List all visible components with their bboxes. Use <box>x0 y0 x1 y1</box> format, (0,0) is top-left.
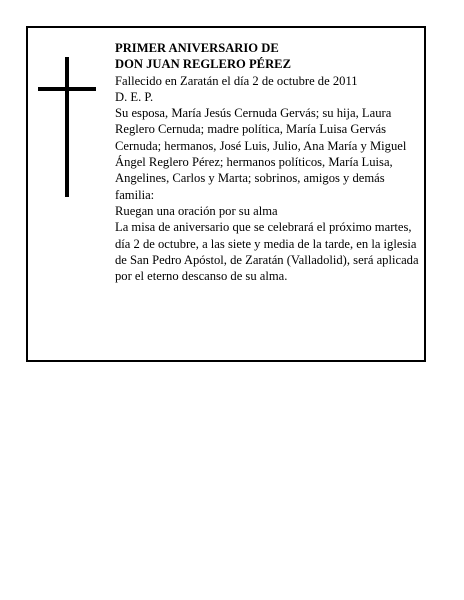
prayer-request: Ruegan una oración por su alma <box>115 203 278 218</box>
mass-details-paragraph: La misa de aniversario que se celebrará el próximo martes, día 2 de octubre, a las siete y media de la tarde, en la iglesia de San Pedro Apóstol, de Zaratán (Valladolid), será aplicada por el eterno descanso de su alma. <box>115 220 419 284</box>
cross-horizontal-bar <box>38 87 96 91</box>
notice-title-line-1: PRIMER ANIVERSARIO DE <box>115 41 279 55</box>
cross-vertical-bar <box>65 57 69 197</box>
rip-abbreviation: D. E. P. <box>115 89 154 104</box>
family-paragraph: Su esposa, María Jesús Cernuda Gervás; su hija, Laura Reglero Cernuda; madre política, María Luisa Gervás Cernuda; hermanos, José Luis, Julio, Ana María y Miguel Ángel Reglero Pérez; hermanos políticos, María Luisa, Angelines, Carlos y Marta; sobrinos, amigos y demás familia: <box>115 106 407 202</box>
notice-title-line-2: DON JUAN REGLERO PÉREZ <box>115 57 291 72</box>
deceased-info: Fallecido en Zaratán el día 2 de octubre de 2011 <box>115 73 358 88</box>
notice-text <box>115 40 421 284</box>
obituary-notice <box>26 26 426 362</box>
